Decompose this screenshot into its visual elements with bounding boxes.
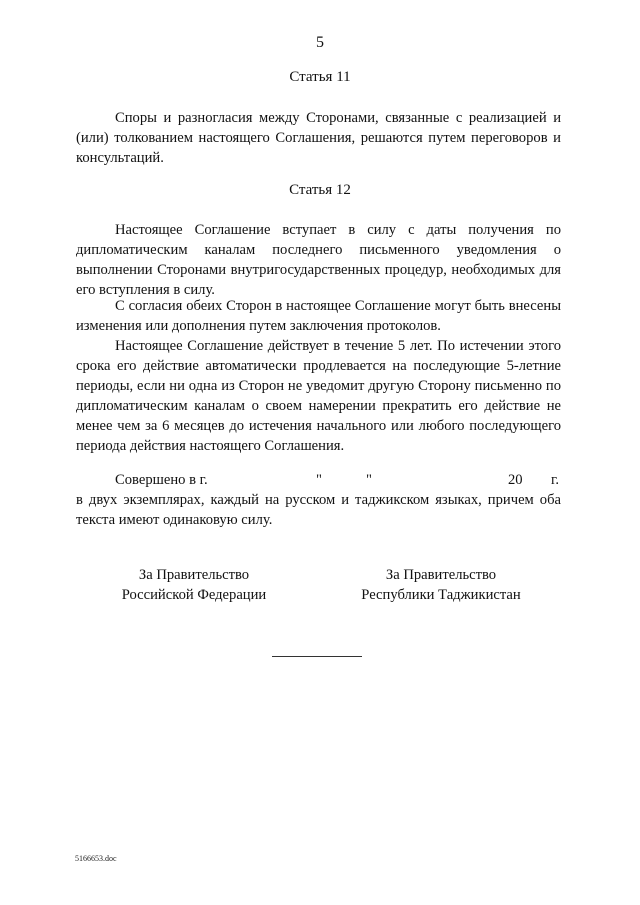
signature-block-russia — [74, 565, 314, 605]
article-12-title: Статья 12 — [289, 182, 351, 198]
done-at-label: Совершено в г. — [115, 472, 208, 488]
done-at-continuation: в двух экземплярах, каждый на русском и таджикском языках, причем оба текста имеют одинаковую силу. — [76, 492, 561, 528]
article-12-paragraph-1: Настоящее Соглашение вступает в силу с даты получения по дипломатическим каналам последнего письменного уведомления о выполнении Сторонами внутригосударственных процедур, необходимых для его вступления в силу. — [76, 222, 561, 298]
signature-block-tajikistan — [321, 565, 561, 605]
article-11-title: Статья 11 — [289, 69, 351, 85]
end-divider — [272, 656, 362, 657]
signature-russia-line-2: Российской Федерации — [121, 587, 267, 603]
article-12-paragraph-2: С согласия обеих Сторон в настоящее Соглашение могут быть внесены изменения или дополнения путем заключения протоколов. — [76, 298, 561, 334]
page-number: 5 — [316, 34, 324, 51]
year-suffix: г. — [551, 472, 559, 488]
done-at-line — [76, 470, 561, 490]
article-11-paragraph: Споры и разногласия между Сторонами, связанные с реализацией и (или) толкованием настоящего Соглашения, решаются путем переговоров и консультаций. — [76, 110, 561, 166]
date-quote-open: " — [316, 472, 322, 488]
signature-tajikistan-line-1: За Правительство — [385, 567, 497, 583]
article-12-paragraph-3: Настоящее Соглашение действует в течение 5 лет. По истечении этого срока его действие автоматически продлевается на последующие 5-летние периоды, если ни одна из Сторон не уведомит другую Сторону письменно по дипломатическим каналам о своем намерении прекратить его действие не менее чем за 6 месяцев до истечения начального или любого последующего периода действия настоящего Соглашения. — [76, 338, 561, 454]
signature-russia-line-1: За Правительство — [138, 567, 250, 583]
year-field: 20 — [508, 472, 523, 488]
date-quote-close: " — [366, 472, 372, 488]
signature-tajikistan-line-2: Республики Таджикистан — [361, 587, 521, 603]
document-id: 5166653.doc — [75, 854, 117, 863]
